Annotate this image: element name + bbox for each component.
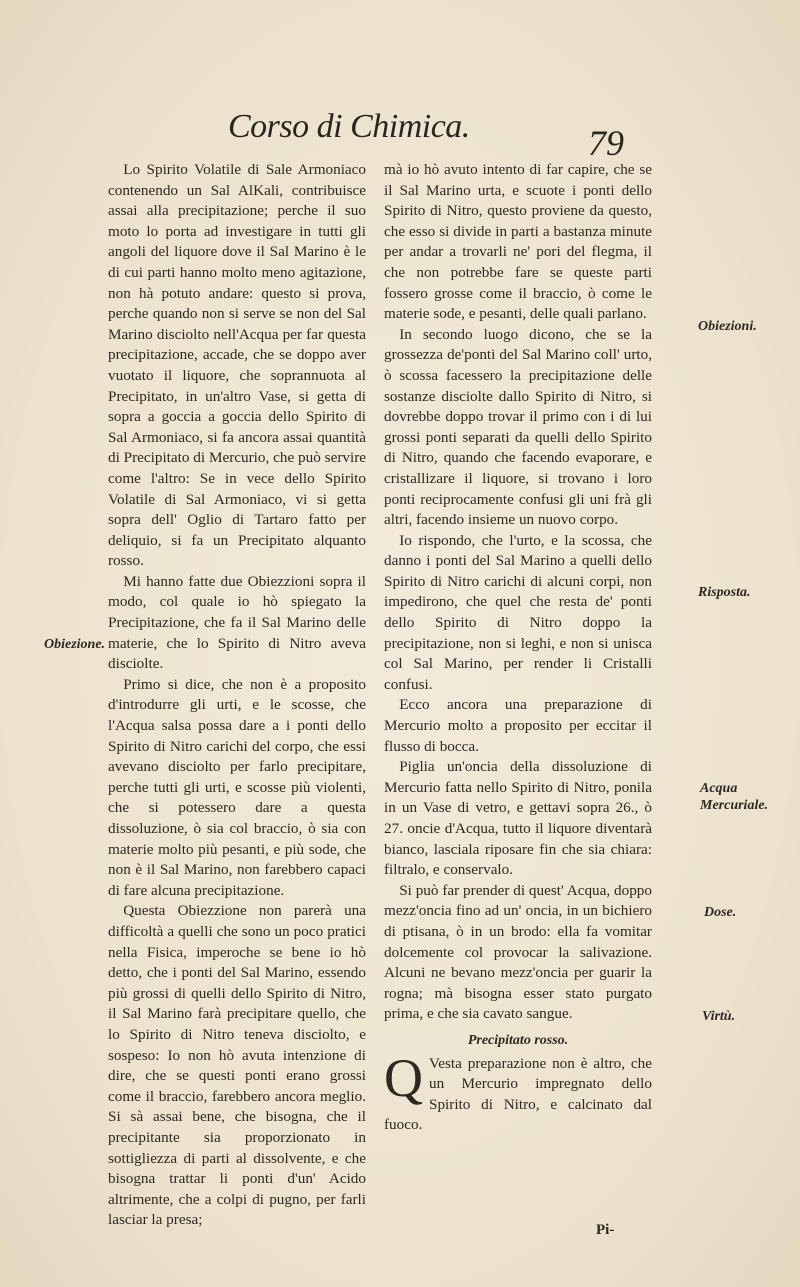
margin-note-risposta: Risposta. (698, 585, 751, 600)
page-header (0, 108, 800, 163)
margin-note-acqua-mercuriale: Acqua Mercuriale. (700, 781, 769, 813)
margin-note-dose: Dose. (704, 905, 737, 920)
dropcap-paragraph (384, 1047, 652, 1136)
paragraph: Io rispondo, che l'urto, e la scossa, che danno i ponti del Sal Marino a quelli dello Spirito di Nitro carichi di alcuni corpi, non impedirono, che quel che resta de' ponti dello Spirito di Nitro doppo la precipitazione, non si leghi, e non si unisca col Sal Marino, per render li Cristalli confusi. (384, 531, 652, 693)
right-column (384, 160, 652, 1136)
dropcap-paragraph-text: Vesta preparazione non è altro, che un Mercurio impregnato dello Spirito di Nitro, e calcinato dal fuoco. (384, 1054, 652, 1134)
margin-note-virtu: Virtù. (702, 1009, 736, 1024)
paragraph: Questa Obiezzione non parerà una difficoltà a quelli che sono un poco pratici nella Fisica, imperoche se bene io hò detto, che i ponti del Sal Marino, essendo più grossi di quelli dello Spirito di Nitro, il Sal Marino farà precipitare quello, che lo Spirito di Nitro teneva disciolto, e sospeso: Io non hò avuta intenzione di dire, che se questi ponti erano grossi come il braccio, farebbero ancora meglio. Si sà assai bene, che bisogna, che il precipitante sia proporzionato in sottigliezza di parti al dissolvente, e che bisogna trattar li ponti d'un' Acido altrimente, che a colpi di pugno, per farli lasciar la presa; (108, 902, 366, 1229)
paragraph: Piglia un'oncia della dissoluzione di Mercurio fatta nello Spirito di Nitro, ponila in un Vase di vetro, e gettavi sopra 26., ò 27. oncie d'Acqua, tutto il liquore diventarà bianco, lasciala riposare fin che sia chiara: filtralo, e conservalo. (384, 758, 652, 879)
left-column (108, 160, 366, 1231)
section-heading: Precipitato rosso. (467, 1032, 569, 1048)
page-number: 79 (588, 123, 624, 163)
catchword: Pi- (596, 1222, 615, 1238)
drop-cap-letter: Q (384, 1047, 423, 1108)
paragraph: Ecco ancora una preparazione di Mercurio molto a proposito per eccitar il flusso di bocca. (384, 696, 652, 755)
running-title: Corso di Chimica. (228, 108, 470, 145)
margin-note-obiezioni-right: Obiezioni. (698, 319, 757, 334)
paragraph: Lo Spirito Volatile di Sale Armoniaco contenendo un Sal AlKali, contribuisce assai alla precipitazione; perche il suo moto lo porta ad investigare in tutti gli angoli del liquore dove il Sal Marino è le di cui parti hanno molto meno agitazione, non hà potuto andare: questo si prova, perche quando non si serve se non del Sal Marino disciolto nell'Acqua per far questa precipitazione, accade, che se doppo aver vuotato il liquore, che soprannuota al Precipitato, in un'altro Vase, si getta di sopra a goccia a goccia dello Spirito di Sal Armoniaco, si fa ancora assai quantità di Precipitato di Mercurio, che può servire come l'altro: Se in vece dello Spirito Volatile di Sal Armoniaco, vi si getta sopra dell' Oglio di Tartaro fatto per deliquio, si fa un Precipitato alquanto rosso. (108, 161, 366, 570)
paragraph: Primo si dice, che non è a proposito d'introdurre gli urti, e le scosse, che l'Acqua salsa possa dare a i ponti dello Spirito di Nitro carichi del corpo, che essi avevano disciolto per farlo precipitare, perche tutti gli urti, e scosse più violenti, che si potessero dare a questa dissoluzione, ò sia col braccio, ò sia con materie molto più pesanti, e più sode, che non è il Sal Marino, non farebbero capaci di fare alcuna precipitazione. (108, 675, 366, 899)
paragraph: mà io hò avuto intento di far capire, che se il Sal Marino urta, e scuote i ponti dello Spirito di Nitro, questo proviene da questo, che esso si divide in parti a bastanza minute per andar a trovarli ne' pori del flegma, il che non potrebbe fare se queste parti fossero grosse come il braccio, ò come le materie sode, e pesanti, delle quali parlano. (384, 161, 652, 323)
paragraph: Mi hanno fatte due Obiezzioni sopra il modo, col quale io hò spiegato la Precipitazione, che fa il Sal Marino delle materie, che lo Spirito di Nitro aveva disciolte. (108, 572, 366, 673)
paragraph: In secondo luogo dicono, che se la grossezza de'ponti del Sal Marino coll' urto, ò scossa facessero la precipitazione delle sostanze disciolte dallo Spirito di Nitro, si dovrebbe doppo trovar il primo con i di lui grossi ponti separati da quelli dello Spirito di Nitro, quando che facendo evaporare, e cristallizare il liquore, si trovano i loro ponti reciprocamente confusi gli uni frà gli altri, facendo insieme un nuovo corpo. (384, 325, 652, 529)
margin-note-obiezione-left: Obiezione. (44, 637, 106, 652)
paragraph: Si può far prender di quest' Acqua, doppo mezz'oncia fino ad un' oncia, in un bichiero di ptisana, ò in un brodo: ella fa vomitar dolcemente col provocar la salivazione. Alcuni ne bevano mezz'oncia per guarir la rogna; mà bisogna esser stato purgato prima, e che sia cavato sangue. (384, 881, 652, 1023)
